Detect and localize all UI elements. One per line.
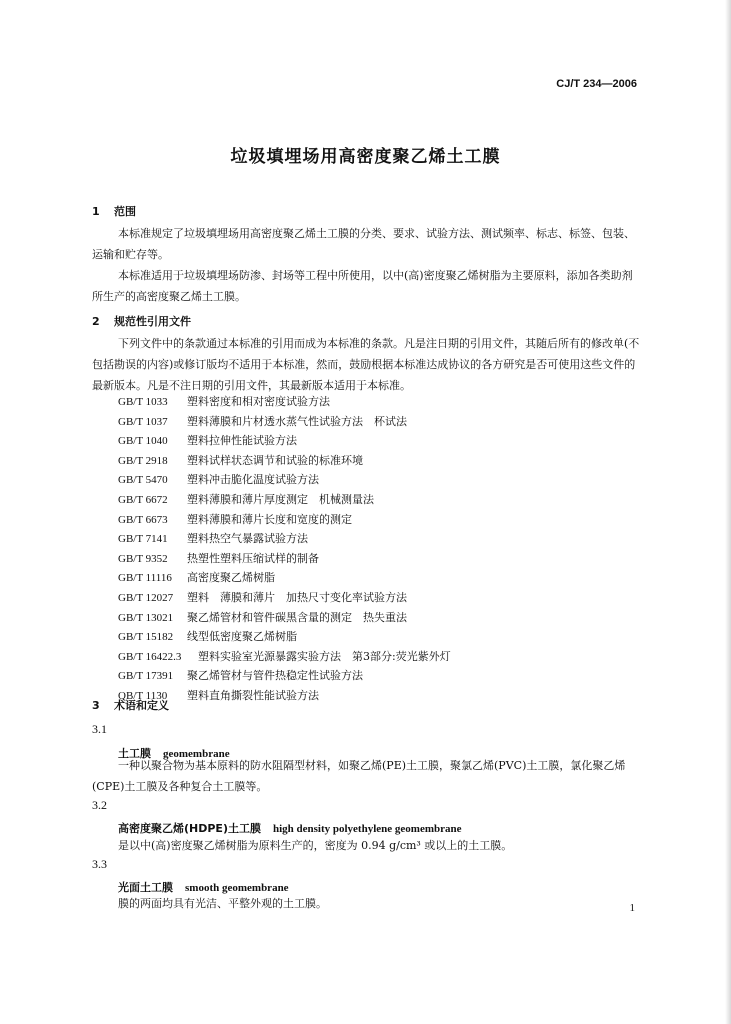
reference-title: 塑料冲击脆化温度试验方法 xyxy=(187,473,319,487)
reference-title: 塑料 薄膜和薄片 加热尺寸变化率试验方法 xyxy=(187,590,407,604)
reference-code: GB/T 7141 xyxy=(118,533,168,546)
reference-code: GB/T 11116 xyxy=(118,572,172,585)
section-heading-normative-references xyxy=(92,313,191,329)
term-definition: 是以中(高)密度聚乙烯树脂为原料生产的，密度为 0.94 g/cm³ 或以上的土工膜。 xyxy=(118,839,513,852)
reference-title: 聚乙烯管材与管件热稳定性试验方法 xyxy=(187,669,363,683)
scope-paragraph-1: 本标准规定了垃圾填埋场用高密度聚乙烯土工膜的分类、要求、试验方法、测试频率、标志、标签、包装、运输和贮存等。 xyxy=(92,227,635,261)
page-number: 1 xyxy=(629,902,635,914)
reference-item xyxy=(118,510,451,530)
section-title: 范围 xyxy=(114,205,136,218)
term-chinese: 光面土工膜 xyxy=(118,881,173,894)
reference-title: 高密度聚乙烯树脂 xyxy=(187,571,275,585)
reference-code: GB/T 2918 xyxy=(118,454,168,467)
section-heading-scope xyxy=(92,203,136,219)
reference-code: GB/T 6673 xyxy=(118,513,168,526)
scope-paragraph-2: 本标准适用于垃圾填埋场防渗、封场等工程中所使用，以中(高)密度聚乙烯树脂为主要原料，添加各类助剂所生产的高密度聚乙烯土工膜。 xyxy=(92,269,633,303)
reference-title: 塑料直角撕裂性能试验方法 xyxy=(187,688,319,702)
reference-code: GB/T 1040 xyxy=(118,435,168,448)
section-heading-terms xyxy=(92,697,169,713)
reference-item xyxy=(118,666,451,686)
reference-code: GB/T 6672 xyxy=(118,493,168,506)
standard-code: CJ/T 234—2006 xyxy=(556,78,637,90)
reference-title: 热塑性塑料压缩试样的制备 xyxy=(187,551,319,565)
reference-item xyxy=(118,608,451,628)
section-number: 2 xyxy=(92,315,100,328)
term-definition: 一种以聚合物为基本原料的防水阻隔型材料，如聚乙烯(PE)土工膜，聚氯乙烯(PVC)土工膜，氯化聚乙烯(CPE)土工膜及各种复合土工膜等。 xyxy=(92,759,626,793)
reference-title: 塑料薄膜和薄片厚度测定 机械测量法 xyxy=(187,492,374,506)
reference-title: 聚乙烯管材和管件碳黑含量的测定 热失重法 xyxy=(187,610,407,624)
reference-item xyxy=(118,529,451,549)
term-english: geomembrane xyxy=(163,748,230,760)
term-heading xyxy=(118,876,289,895)
reference-title: 塑料薄膜和片材透水蒸气性试验方法 杯试法 xyxy=(187,414,407,428)
reference-item xyxy=(118,431,451,451)
reference-item xyxy=(118,647,451,667)
reference-code: GB/T 9352 xyxy=(118,552,168,565)
reference-code: GB/T 13021 xyxy=(118,611,174,624)
document-title: 垃圾填埋场用高密度聚乙烯土工膜 xyxy=(230,147,501,167)
reference-title: 塑料实验室光源暴露实验方法 第3部分:荧光紫外灯 xyxy=(198,649,451,663)
reference-item xyxy=(118,627,451,647)
reference-item xyxy=(118,470,451,490)
reference-list xyxy=(118,392,451,706)
reference-code: GB/T 1037 xyxy=(118,415,168,428)
section-title: 术语和定义 xyxy=(114,699,169,712)
reference-item xyxy=(118,412,451,432)
reference-title: 塑料试样状态调节和试验的标准环境 xyxy=(187,453,363,467)
reference-item xyxy=(118,490,451,510)
reference-code: GB/T 12027 xyxy=(118,591,174,604)
section-title: 规范性引用文件 xyxy=(114,315,191,328)
scan-edge-shadow xyxy=(725,0,731,1024)
term-number: 3.2 xyxy=(92,798,107,812)
reference-code: GB/T 1033 xyxy=(118,396,168,408)
section-number: 1 xyxy=(92,205,100,218)
reference-item xyxy=(118,451,451,471)
reference-title: 塑料薄膜和薄片长度和宽度的测定 xyxy=(187,512,352,526)
reference-title: 线型低密度聚乙烯树脂 xyxy=(187,630,297,644)
references-intro: 下列文件中的条款通过本标准的引用而成为本标准的条款。凡是注日期的引用文件，其随后所有的修改单(不包括勘误的内容)或修订版均不适用于本标准，然而，鼓励根据本标准达成协议的各方研究是否可使用这些文件的最新版本。凡是不注日期的引用文件，其最新版本适用于本标准。 xyxy=(92,337,640,392)
reference-item xyxy=(118,549,451,569)
section-number: 3 xyxy=(92,699,100,712)
reference-item xyxy=(118,568,451,588)
reference-title: 塑料拉伸性能试验方法 xyxy=(187,434,297,448)
reference-item xyxy=(118,392,451,412)
term-number: 3.3 xyxy=(92,857,107,871)
reference-code: QB/T 1130 xyxy=(118,689,168,702)
reference-code: GB/T 5470 xyxy=(118,474,168,487)
term-heading xyxy=(118,817,462,836)
term-definition: 膜的两面均具有光洁、平整外观的土工膜。 xyxy=(118,897,327,910)
reference-code: GB/T 15182 xyxy=(118,631,174,644)
term-number: 3.1 xyxy=(92,722,107,736)
term-chinese: 高密度聚乙烯(HDPE)土工膜 xyxy=(118,822,261,835)
term-english: smooth geomembrane xyxy=(185,882,289,894)
reference-title: 塑料热空气暴露试验方法 xyxy=(187,532,308,546)
reference-item xyxy=(118,588,451,608)
term-english: high density polyethylene geomembrane xyxy=(272,823,462,835)
reference-title: 塑料密度和相对密度试验方法 xyxy=(187,395,330,408)
reference-code: GB/T 16422.3 xyxy=(118,650,182,663)
reference-code: GB/T 17391 xyxy=(118,670,174,683)
term-chinese: 土工膜 xyxy=(118,747,151,760)
